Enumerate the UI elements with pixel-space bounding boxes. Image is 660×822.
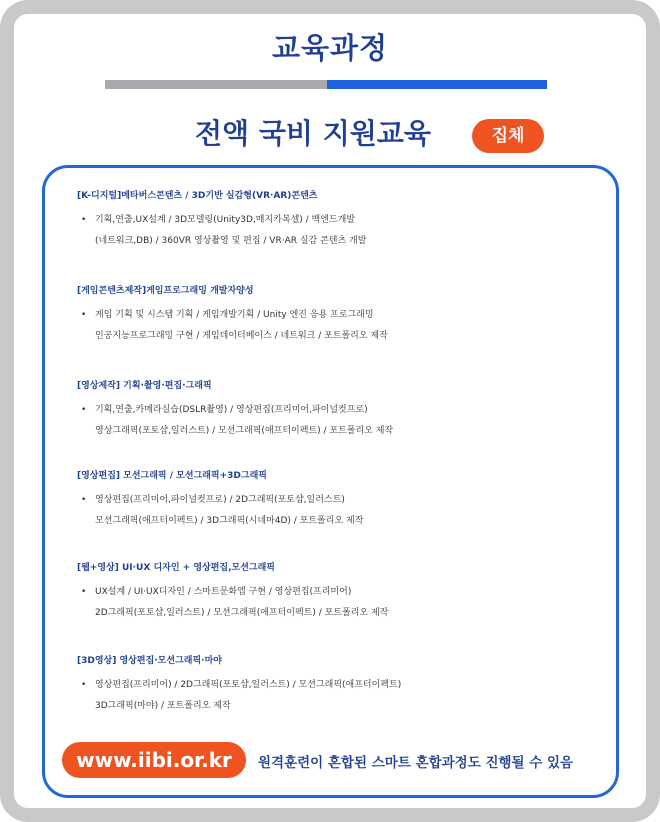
course-item — [45, 283, 622, 347]
course-detail-line: UX설계 / UI·UX디자인 / 스마트문화앱 구현 / 영상편집(프리미어) — [95, 587, 352, 597]
title-underline-gray — [105, 80, 327, 89]
course-detail-line: 3D그래픽(마야) / 포트폴리오 제작 — [95, 701, 231, 711]
course-detail-line: 인공지능프로그래밍 구현 / 게임데이터베이스 / 네트워크 / 포트폴리오 제작 — [95, 331, 388, 341]
class-type-badge: 집체 — [472, 119, 544, 153]
course-description — [45, 675, 622, 717]
course-detail-line: 기획,연출,UX설계 / 3D모델링(Unity3D,매지카복셀) / 백엔드개발 — [95, 215, 356, 225]
bullet-icon: • — [81, 215, 87, 225]
bullet-icon: • — [81, 680, 87, 690]
course-description — [45, 305, 622, 347]
course-item — [45, 468, 622, 532]
course-detail-line: 기획,연출,카메라실습(DSLR촬영) / 영상편집(프리미어,파이널컷프로) — [95, 405, 368, 415]
title-underline-blue — [327, 80, 547, 89]
course-description — [45, 210, 622, 252]
course-detail-line: 게임 기획 및 시스템 기획 / 게임개발기획 / Unity 엔진 응용 프로그래밍 — [95, 310, 374, 320]
course-title: [영상제작] 기획·촬영·편집·그래픽 — [77, 381, 212, 391]
bullet-icon: • — [81, 405, 87, 415]
course-item — [45, 188, 622, 252]
bullet-icon: • — [81, 587, 87, 597]
course-title: [3D영상] 영상편집·모션그래픽·마야 — [77, 656, 222, 666]
course-title: [웹+영상] UI·UX 디자인 + 영상편집,모션그래픽 — [77, 563, 275, 573]
course-description — [45, 400, 622, 442]
course-description — [45, 490, 622, 532]
course-detail-line: 영상편집(프리미어,파이널컷프로) / 2D그래픽(포토샵,일러스트) — [95, 495, 345, 505]
course-item — [45, 653, 622, 717]
website-link-button[interactable]: www.iibi.or.kr — [62, 742, 246, 778]
course-detail-line: 2D그래픽(포토샵,일러스트) / 모션그래픽(애프터이펙트) / 포트폴리오 제작 — [95, 608, 389, 618]
bullet-icon: • — [81, 310, 87, 320]
course-list-card — [42, 165, 619, 798]
course-detail-line: 영상편집(프리미어) / 2D그래픽(포토샵,일러스트) / 모션그래픽(애프터이펙트) — [95, 680, 402, 690]
course-item — [45, 560, 622, 624]
course-title: [게임콘텐츠제작]게임프로그래밍 개발자양성 — [77, 286, 254, 296]
course-title: [K-디지털]메타버스콘텐츠 / 3D기반 실감형(VR·AR)콘텐츠 — [77, 191, 318, 201]
course-detail-line: (네트워크,DB) / 360VR 영상촬영 및 편집 / VR·AR 실감 콘텐츠 개발 — [95, 236, 367, 246]
bullet-icon: • — [81, 495, 87, 505]
hybrid-course-note: 원격훈련이 혼합된 스마트 혼합과정도 진행될 수 있음 — [258, 755, 574, 771]
section-heading: 전액 국비 지원교육 — [195, 117, 431, 150]
page-title: 교육과정 — [271, 31, 389, 65]
course-detail-line: 영상그래픽(포토샵,일러스트) / 모션그래픽(애프터이펙트) / 포트폴리오 제작 — [95, 426, 394, 436]
course-description — [45, 582, 622, 624]
course-title: [영상편집] 모션그래픽 / 모션그래픽+3D그래픽 — [77, 471, 267, 481]
course-detail-line: 모션그래픽(애프터이펙트) / 3D그래픽(시네마4D) / 포트폴리오 제작 — [95, 516, 364, 526]
course-item — [45, 378, 622, 442]
